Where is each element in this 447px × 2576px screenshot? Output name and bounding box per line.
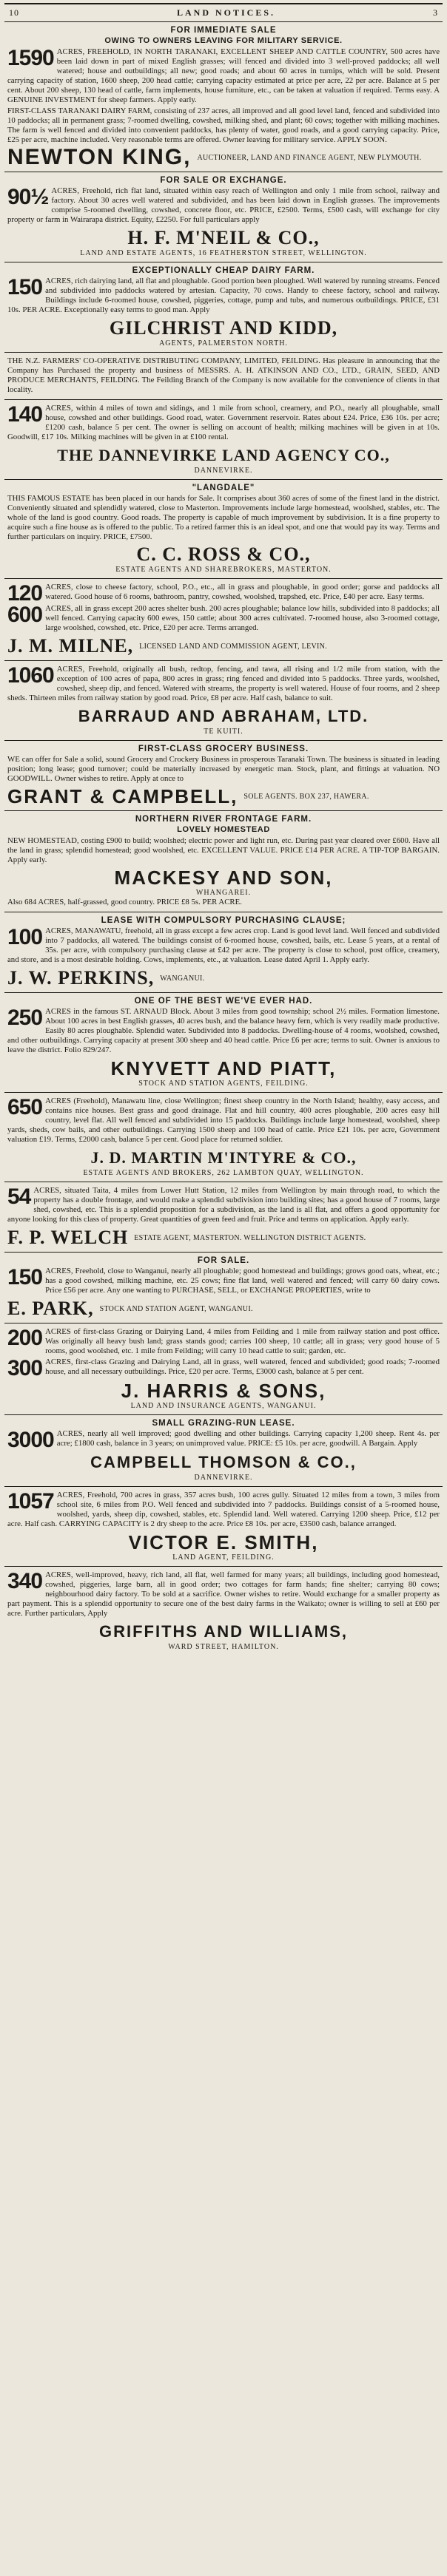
ad-te-kuiti-1060-acres — [4, 661, 443, 741]
ad-heading: ONE OF THE BEST WE'VE EVER HAD. — [134, 997, 313, 1006]
agent-name: H. F. M'NEIL & CO., — [127, 227, 320, 248]
ad-feilding-grazing — [4, 1323, 443, 1415]
ad-heading: FOR SALE OR EXCHANGE. — [160, 176, 287, 185]
acreage-lead: 1060 — [7, 663, 54, 688]
agent-block — [7, 1298, 440, 1319]
ad-text: ACRES, Freehold, originally all bush, redtop, fencing, and tawa, all rising and 1/2 mile from station, with the exception of 100 acres of papa, 800 acres in grass; ring fenced and divided into 5 paddocks. Three yards, woolshed, cowshed, sheep dip, and fenced. Watered with streams, the property is well watered. House of four rooms, and 2 sheep sheds. Thirteen miles from railway station by good road. Price, £8 per acre. Half cash, balance to suit. — [7, 665, 440, 702]
header-right-mark: 3 — [433, 7, 438, 18]
agent-block — [7, 318, 440, 339]
ad-manawatu-lease — [4, 912, 443, 993]
page-title: LAND NOTICES. — [176, 7, 276, 18]
acreage-lead-second: 600 — [7, 603, 43, 627]
agent-detail: DANNEVIRKE. — [194, 467, 253, 475]
ad-grocery-business — [4, 741, 443, 811]
ad-heading: FOR SALE. — [197, 1256, 250, 1265]
agent-name: THE DANNEVIRKE LAND AGENCY CO., — [57, 446, 390, 464]
agent-name: KNYVETT AND PIATT, — [110, 1057, 337, 1079]
agent-name: J. W. PERKINS, — [7, 967, 155, 989]
ad-body — [7, 1428, 440, 1452]
agent-name: GRIFFITHS AND WILLIAMS, — [98, 1622, 349, 1641]
agent-block — [7, 1148, 440, 1168]
ad-heading: "LANGDALE" — [192, 484, 255, 492]
ad-body — [7, 926, 440, 965]
ad-text: ACRES (Freehold), Manawatu line, close Wellington; finest sheep country in the North Island; healthy, easy access, and contains nice houses. Best grass and good drainage. Flat and hill country, 400 acres ploughable, 200 acres easy hill country, level flat. All well fenced and subdivided into 15 paddocks. Buildings include large homestead, woolshed, sheep yards, sheds, cow bails, and other outbuildings. Carrying 1500 sheep and 100 head of cattle. Price £21 10s. per acre, Government valuation £19. Terms, £2000 cash, balance 5 per cent. Good place for returned soldier. — [7, 1097, 440, 1144]
agent-detail: LAND AND INSURANCE AGENTS, WANGANUI. — [130, 1402, 317, 1410]
ad-body: NEW HOMESTEAD, costing £900 to build; woolshed; electric power and light run, etc. During past year cleared over £600. Have all the land in grass; splendid homestead; good woolshed, etc. EXCELLENT VALUE. PRICE £14 PER ACRE. A TIP-TOP BARGAIN. Apply early. — [7, 836, 440, 864]
ad-heading: EXCEPTIONALLY CHEAP DAIRY FARM. — [132, 266, 315, 275]
ad-wanganui-for-sale — [4, 1253, 443, 1323]
ad-heading: LEASE WITH COMPULSORY PURCHASING CLAUSE; — [101, 916, 346, 925]
agent-name: GRANT & CAMPBELL, — [7, 785, 238, 807]
ad-body — [7, 1186, 440, 1224]
acreage-lead: 1590 — [7, 46, 54, 70]
agent-name: E. PARK, — [7, 1298, 94, 1319]
agent-block — [7, 147, 440, 168]
acreage-lead-second: 300 — [7, 1356, 43, 1380]
ad-body — [7, 1570, 440, 1619]
agent-name: J. M. MILNE, — [7, 635, 134, 657]
land-notices-column — [4, 3, 443, 2573]
ad-body — [7, 404, 440, 442]
agent-detail: LAND AGENT, FEILDING. — [172, 1553, 275, 1562]
ad-text: ACRES, situated Taita, 4 miles from Lower Hutt Station, 12 miles from Wellington by main through road, to which the property has a double frontage, and would make a splendid subdivision into building sites; has a good house of 7 rooms, large shed, cowshed, etc. This is a splendid proposition for a subdivision, as the land is all flat, and offers a good opportunity for anyone looking for this class of property. Great quantities of green feed and fruit. Price and terms on application. Apply early. — [7, 1186, 440, 1224]
agent-block — [7, 1452, 440, 1473]
acreage-lead: 90½ — [7, 185, 49, 209]
agent-block — [7, 1532, 440, 1553]
ad-subheading: OWING TO OWNERS LEAVING FOR MILITARY SERVICE. — [104, 36, 343, 45]
header-left-mark: 10 — [9, 7, 19, 18]
ad-body — [7, 277, 440, 315]
agent-detail: ESTATE AGENT, MASTERTON. WELLINGTON DISTRICT AGENTS. — [134, 1233, 366, 1242]
agent-detail: LAND AND ESTATE AGENTS, 16 FEATHERSTON STREET, WELLINGTON. — [80, 249, 367, 257]
ad-body — [7, 665, 440, 703]
ad-text: ACRES, nearly all well improved; good dwelling and other buildings. Carrying capacity 1,200 sheep. Rent 4s. per acre; £1800 cash, balance in 3 years; on unimproved value. PRICE: £5 10s. per acre, goodwill. A Bargain. Apply — [56, 1429, 440, 1448]
agent-block — [7, 1058, 440, 1079]
ad-body-second — [7, 1356, 440, 1380]
ad-subheading: LOVELY HOMESTEAD — [177, 825, 270, 834]
ad-body — [7, 1097, 440, 1145]
ad-levin-properties — [4, 579, 443, 661]
agent-block — [7, 636, 440, 657]
agent-detail: SOLE AGENTS. BOX 237, HAWERA. — [243, 792, 369, 801]
acreage-lead: 150 — [7, 1265, 43, 1289]
ad-cheap-dairy-farm — [4, 262, 443, 353]
acreage-lead: 3000 — [7, 1428, 54, 1452]
ad-text: ACRES, within 4 miles of town and sidings, and 1 mile from school, creamery, and P.O., nearly all ploughable, small house, cowshed and other buildings. Good road, water. Government reservoir. Rates about £24. Price, £36 10s. per acre; £1200 cash, balance 5 per cent. The owner is selling on account of health; milking machines will be given in at 10s. Goodwill, £17 10s. Milking machines will be given in at £100 rental. — [7, 404, 440, 441]
ad-small-grazing-run — [4, 1415, 443, 1487]
ad-heading: FIRST-CLASS GROCERY BUSINESS. — [138, 745, 309, 753]
ad-text: ACRES, Freehold, rich flat land, situated within easy reach of Wellington and only 1 mile from school, railway and factory. About 30 acres well watered and subdivided, and has been laid down in English grasses. The improvements comprise 5-roomed dwelling, cowshed, concrete floor, etc. PRICE, £2500. Terms, £500 cash, will exchange for city property or farm in Wairarapa district. Equity, £2250. For full particulars apply — [7, 186, 440, 224]
ad-st-arnaud-block — [4, 993, 443, 1093]
column-header — [4, 6, 443, 22]
agent-name: C. C. ROSS & CO., — [136, 543, 311, 565]
acreage-lead: 100 — [7, 925, 43, 949]
agent-name: VICTOR E. SMITH, — [128, 1531, 319, 1553]
agent-name: J. HARRIS & SONS, — [121, 1380, 326, 1402]
agent-detail: TE KUITI. — [204, 728, 243, 736]
ad-dannevirke-140-acres — [4, 400, 443, 480]
agent-block — [7, 786, 440, 807]
ad-footer: Also 684 ACRES, half-grassed, good country. PRICE £8 5s. PER ACRE. — [7, 898, 242, 906]
agent-detail: WHANGAREI. — [195, 889, 252, 897]
agent-block — [7, 445, 440, 466]
agent-block — [7, 968, 440, 989]
ad-body: THE N.Z. FARMERS' CO-OPERATIVE DISTRIBUTING COMPANY, LIMITED, FEILDING. Has pleasure in announcing that the Company has Purchased the property and business of MESSRS. A. H. ATKINSON AND CO., LTD., GRAIN, SEED, AND PRODUCE MERCHANTS, FEILDING. The Feilding Branch of the Company is now available for the convenience of clients in that locality. — [7, 356, 440, 394]
ad-wellington-exchange — [4, 172, 443, 262]
agent-detail: LICENSED LAND AND COMMISSION AGENT, LEVIN. — [139, 642, 327, 651]
ad-hamilton-340-acres — [4, 1567, 443, 1655]
ad-heading: NORTHERN RIVER FRONTAGE FARM. — [135, 815, 312, 824]
acreage-lead: 250 — [7, 1006, 43, 1030]
agent-name: NEWTON KING, — [7, 145, 192, 169]
acreage-lead: 340 — [7, 1569, 43, 1593]
agent-detail: ESTATE AGENTS AND SHAREBROKERS, MASTERTON. — [115, 566, 332, 574]
ad-text-second: ACRES, all in grass except 200 acres shelter bush. 200 acres ploughable; balance low hills, subdivided into 8 paddocks; all well fenced. Carrying capacity 600 ewes, 150 cattle; about 300 acres cultivated. 7-roomed house, also 3-roomed cottage, large woolshed, cowshed, etc. Price, £20 per acre. Terms arranged. — [45, 604, 440, 632]
agent-detail: WARD STREET, HAMILTON. — [168, 1643, 279, 1651]
ad-langdale-estate — [4, 480, 443, 579]
ad-body — [7, 1327, 440, 1356]
ad-body — [7, 1267, 440, 1295]
ad-body-second — [7, 604, 440, 633]
agent-block — [7, 706, 440, 727]
ad-text: ACRES of first-class Grazing or Dairying Land, 4 miles from Feilding and 1 mile from railway station and post office. Was originally all heavy bush land; grass stands good; carries 100 sheep, 10 cattle; all in grass; very good house of 5 rooms, good woolshed, etc. 1 mile from Feilding; will carry 10 head cattle to suit; garden, etc. — [45, 1327, 440, 1355]
ad-body: THIS FAMOUS ESTATE has been placed in our hands for Sale. It comprises about 360 acres of some of the finest land in the district. Conveniently situated and splendidly watered, close to Masterton. Improvements include large homestead, woolshed, stables, etc. The whole of the land is good country. Good roads. The property is capable of much improvement by subdivision. It is a fine property to acquire such a fine house as is offered to the public. To a retired farmer this is an ideal spot, and one that would pay its way. Terms and further particulars on inquiry. PRICE, £7500. — [7, 494, 440, 541]
agent-name: CAMPBELL THOMSON & CO., — [90, 1453, 357, 1471]
agent-detail: STOCK AND STATION AGENT, WANGANUI. — [99, 1304, 253, 1313]
ad-text: ACRES, FREEHOLD, IN NORTH TARANAKI, EXCELLENT SHEEP AND CATTLE COUNTRY, 500 acres have been laid down in part of mixed English grasses; will fenced and divided into 3 well-proved paddocks; all well watered; house and outbuildings; all new; good roads; and about 60 acres in turnips, which will be sold. Present carrying capacity of station, 1600 sheep, 200 head cattle; carrying capacity estimated at price per acre, 22 per acre. Balance at 5 per cent. About 200 sheep, 130 head of cattle, farm implements, house furniture, etc., can be taken at valuation if required. Terms easy. A GENUINE INVESTMENT for sheep farmers. Apply early. — [7, 47, 440, 104]
agent-name: MACKESY AND SON, — [114, 867, 333, 889]
acreage-lead: 140 — [7, 402, 43, 427]
ad-text: ACRES, Freehold, close to Wanganui, nearly all ploughable; good homestead and buildings; grows good oats, wheat, etc.; has a good cowshed, milking machine, etc. 25 cows; fine flat land, well watered and fenced; will carry 60 dairy cows. Price £56 per acre. Any one wanting to PURCHASE, SELL, or EXCHANGE PROPERTIES, write to — [45, 1267, 440, 1295]
ad-north-taranaki — [4, 22, 443, 172]
agent-detail: AUCTIONEER, LAND AND FINANCE AGENT, NEW PLYMOUTH. — [197, 153, 422, 162]
ad-body — [7, 186, 440, 225]
agent-detail: AGENTS, PALMERSTON NORTH. — [159, 339, 288, 348]
ad-farmers-cooperative — [4, 353, 443, 400]
acreage-lead: 54 — [7, 1184, 31, 1209]
agent-block — [7, 544, 440, 565]
ad-text: ACRES in the famous ST. ARNAUD Block. About 3 miles from good township; school 2½ miles. Formation limestone. About 100 acres in best English grasses, 40 acres bush, and the balance heavy fern, which is very readily made productive. Easily 80 acres ploughable. Splendid water. Subdivided into 8 paddocks. Dwelling-house of 4 rooms, woolshed, cowshed, and other outbuildings. Carrying capacity at present 300 sheep and 40 head cattle. Price £6 per acre; terms to suit. Owner is anxious to leave the district. Folio 829/247. — [7, 1007, 440, 1054]
ad-northern-river-frontage — [4, 811, 443, 912]
agent-detail: WANGANUI. — [160, 974, 205, 983]
ad-text: ACRES, close to cheese factory, school, P.O., etc., all in grass and ploughable, in good order; gorse and paddocks all watered. Good house of 6 rooms, bathroom, pantry, cowshed, woolshed, trapshed, etc. Price, £40 per acre. Easy terms. — [45, 583, 440, 601]
ad-taita-54-acres — [4, 1182, 443, 1253]
agent-block — [7, 867, 440, 888]
top-rule — [4, 3, 443, 4]
agent-detail: ESTATE AGENTS AND BROKERS, 262 LAMBTON QUAY, WELLINGTON. — [83, 1169, 364, 1177]
acreage-lead: 650 — [7, 1095, 43, 1119]
acreage-lead: 120 — [7, 581, 43, 606]
ad-heading: FOR IMMEDIATE SALE — [170, 26, 277, 35]
ad-text-second: ACRES, first-class Grazing and Dairying Land, all in grass, well watered, fenced and subdivided; good roads; 7-roomed house, and all necessary outbuildings. Price, £20 per acre. Terms, £3000 cash, balance at 5 per cent. — [45, 1358, 440, 1376]
ad-body: WE can offer for Sale a solid, sound Grocery and Crockery Business in prosperous Taranaki Town. The business is situated in leading position; long lease; good turnover; could be materially increased by energetic man. Stock, plant, and fittings at valuation. NO GOODWILL. Owner wishes to retire. Apply at once to — [7, 755, 440, 783]
agent-block — [7, 1621, 440, 1642]
ad-feilding-1057-acres — [4, 1487, 443, 1567]
agent-block — [7, 1227, 440, 1248]
ad-text: ACRES, rich dairying land, all flat and ploughable. Good portion been ploughed. Well watered by running streams. Fenced and subdivided into paddocks watered by artesian. Capacity, 70 cows. Handy to cheese factory, school and railway. Buildings include 6-roomed house, cowshed, piggeries, cottage, pump and tubs, and numerous outbuildings. PRICE, £31 10s. PER ACRE. Exceptionally easy terms to good man. Apply — [7, 277, 440, 314]
agent-detail: STOCK AND STATION AGENTS, FEILDING. — [138, 1079, 309, 1088]
acreage-lead: 150 — [7, 275, 43, 299]
agent-name: BARRAUD AND ABRAHAM, LTD. — [78, 707, 369, 725]
ad-text: ACRES, Freehold, 700 acres in grass, 357 acres bush, 100 acres gully. Situated 12 miles from a town, 3 miles from school site, 6 miles from P.O. Well fenced and subdivided into 7 paddocks. Buildings consist of a 5-roomed house, woolshed, yards, sheep dip, cowshed, stables, etc. Splendid land. Well watered. Carrying 1200 sheep. Price, £12 per acre. Half cash. CARRYING CAPACITY is 2 dry sheep to the acre. Price £8 10s. per acre, £3500 cash, balance arranged. — [7, 1491, 440, 1528]
agent-block — [7, 228, 440, 248]
ad-body — [7, 47, 440, 105]
agent-name: F. P. WELCH — [7, 1227, 129, 1248]
acreage-lead: 1057 — [7, 1489, 54, 1514]
agent-block — [7, 1380, 440, 1401]
ad-body — [7, 1007, 440, 1055]
ad-body — [7, 1491, 440, 1529]
ad-body — [7, 581, 440, 606]
ad-body-second: FIRST-CLASS TARANAKI DAIRY FARM, consisting of 237 acres, all improved and all good level land, fenced and subdivided into 10 paddocks; all in permanent grass; 7-roomed dwelling, cowshed, milking shed, and plant; 60 cows; together with milking machines. The farm is well fenced and divided into convenient paddocks, has plenty of water, good roads, and a good carrying capacity. Price, £25 per acre, machine included. Very reasonable terms are offered. Owner leaving for military service. APPLY SOON. — [7, 106, 440, 144]
agent-name: GILCHRIST AND KIDD, — [109, 317, 338, 339]
ad-text: ACRES, MANAWATU, freehold, all in grass except a few acres crop. Land is good level land. Well fenced and subdivided into 7 paddocks, all watered. The buildings consist of 6-roomed house, cowshed, bails, etc. Lease 5 years, at a rental of 35s. per acre, with compulsory purchasing clause at £42 per acre. The property is close to school, post office, creamery, and store, and is a most desirable holding. Cows, implements, etc., at valuation. Lease dated April 1. Apply early. — [7, 926, 440, 964]
ad-text: ACRES, well-improved, heavy, rich land, all flat, well farmed for many years; all buildings, including good homestead, cowshed, piggeries, large barn, all in good order; two cottages for farm hands; fine shelter; carrying 80 cows; neighbourhood dairy factory. To be sold at a sacrifice. Owner wishes to retire. Would exchange for a smaller property as part payment. This is a splendid opportunity to secure one of the best dairy farms in the Waikato; owner is willing to sell at £60 per acre. Further particulars, Apply — [7, 1570, 440, 1618]
ad-manawatu-650-acres — [4, 1093, 443, 1182]
acreage-lead: 200 — [7, 1326, 43, 1350]
agent-detail: DANNEVIRKE. — [194, 1474, 253, 1482]
ad-heading: SMALL GRAZING-RUN LEASE. — [152, 1419, 295, 1428]
agent-name: J. D. MARTIN M'INTYRE & CO., — [90, 1148, 357, 1167]
